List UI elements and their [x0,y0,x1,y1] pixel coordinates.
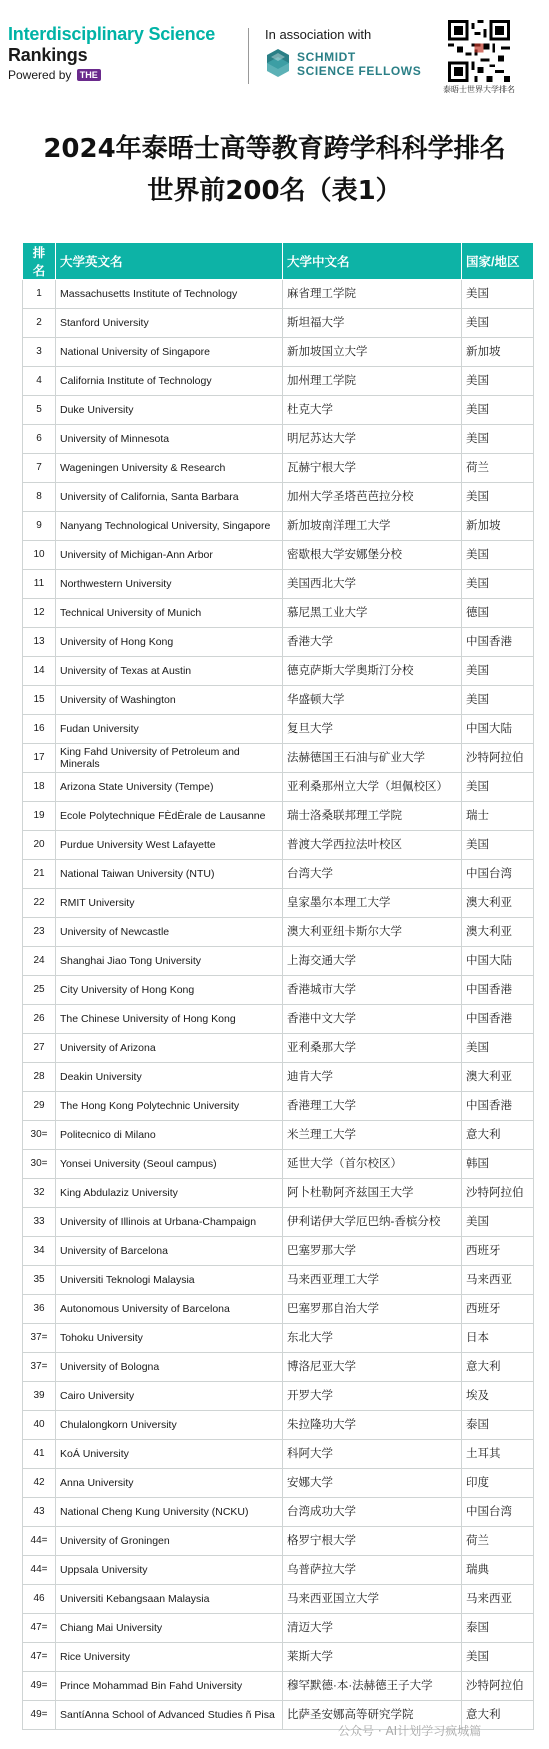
rank-cell: 49= [23,1701,56,1730]
english-name-cell: Massachusetts Institute of Technology [56,280,283,309]
rank-cell: 42 [23,1469,56,1498]
chinese-name-cell: 亚利桑那州立大学（坦佩校区） [283,773,462,802]
english-name-cell: Technical University of Munich [56,599,283,628]
english-name-cell: Stanford University [56,309,283,338]
rank-cell: 17 [23,744,56,773]
english-name-cell: National Cheng Kung University (NCKU) [56,1498,283,1527]
table-row [23,947,534,976]
country-cell: 瑞典 [462,1556,534,1585]
rank-cell: 11 [23,570,56,599]
country-cell: 意大利 [462,1121,534,1150]
rank-cell: 3 [23,338,56,367]
schmidt-logo-icon [265,48,291,78]
chinese-name-cell: 清迈大学 [283,1614,462,1643]
country-cell: 意大利 [462,1353,534,1382]
english-name-cell: University of Washington [56,686,283,715]
english-name-cell: University of Texas at Austin [56,657,283,686]
country-cell: 荷兰 [462,454,534,483]
english-name-cell: Yonsei University (Seoul campus) [56,1150,283,1179]
table-row [23,715,534,744]
rank-cell: 25 [23,976,56,1005]
chinese-name-cell: 香港中文大学 [283,1005,462,1034]
table-row [23,1614,534,1643]
table-row [23,454,534,483]
rank-cell: 18 [23,773,56,802]
chinese-name-cell: 杜克大学 [283,396,462,425]
country-cell: 中国香港 [462,1005,534,1034]
country-cell: 澳大利亚 [462,918,534,947]
rank-cell: 35 [23,1266,56,1295]
rank-cell: 44= [23,1556,56,1585]
english-name-cell: SantíAnna School of Advanced Studies ñ Pisa [56,1701,283,1730]
table-row [23,1179,534,1208]
english-name-cell: Nanyang Technological University, Singapore [56,512,283,541]
english-name-cell: University of Michigan-Ann Arbor [56,541,283,570]
country-cell: 澳大利亚 [462,1063,534,1092]
rank-cell: 28 [23,1063,56,1092]
english-name-cell: University of Newcastle [56,918,283,947]
english-name-cell: Cairo University [56,1382,283,1411]
table-row [23,1556,534,1585]
english-name-cell: University of Hong Kong [56,628,283,657]
country-cell: 日本 [462,1324,534,1353]
country-cell: 荷兰 [462,1527,534,1556]
english-name-cell: Ecole Polytechnique FÈdÈrale de Lausanne [56,802,283,831]
chinese-name-cell: 亚利桑那大学 [283,1034,462,1063]
table-row [23,1643,534,1672]
watermark: 公众号 · AI计划学习疯城篇 [338,1724,482,1738]
english-name-cell: King Fahd University of Petroleum and Minerals [56,744,283,773]
chinese-name-cell: 麻省理工学院 [283,280,462,309]
chinese-name-cell: 开罗大学 [283,1382,462,1411]
table-row [23,425,534,454]
brand-title [8,24,215,66]
rank-cell: 37= [23,1353,56,1382]
country-cell: 澳大利亚 [462,889,534,918]
country-cell: 韩国 [462,1150,534,1179]
rank-cell: 34 [23,1237,56,1266]
english-name-cell: University of Barcelona [56,1237,283,1266]
rank-cell: 24 [23,947,56,976]
english-name-cell: The Hong Kong Polytechnic University [56,1092,283,1121]
chinese-name-cell: 巴塞罗那自治大学 [283,1295,462,1324]
chinese-name-cell: 巴塞罗那大学 [283,1237,462,1266]
country-cell: 美国 [462,686,534,715]
english-name-cell: University of Bologna [56,1353,283,1382]
rank-cell: 7 [23,454,56,483]
rank-cell: 1 [23,280,56,309]
english-name-cell: Universiti Kebangsaan Malaysia [56,1585,283,1614]
country-cell: 德国 [462,599,534,628]
table-row [23,1005,534,1034]
rank-cell: 20 [23,831,56,860]
country-cell: 美国 [462,483,534,512]
rank-cell: 23 [23,918,56,947]
rank-cell: 21 [23,860,56,889]
title-line2: 世界前200名（表1） [147,176,402,206]
country-cell: 马来西亚 [462,1266,534,1295]
country-cell: 中国香港 [462,628,534,657]
table-row [23,744,534,773]
table-row [23,367,534,396]
rank-cell: 30= [23,1121,56,1150]
table-row [23,570,534,599]
rank-cell: 33 [23,1208,56,1237]
rank-cell: 27 [23,1034,56,1063]
english-name-cell: Deakin University [56,1063,283,1092]
rank-cell: 4 [23,367,56,396]
country-cell: 美国 [462,396,534,425]
rank-cell: 32 [23,1179,56,1208]
english-name-cell: University of Groningen [56,1527,283,1556]
country-cell: 美国 [462,367,534,396]
partner-name [297,50,421,78]
english-name-cell: Duke University [56,396,283,425]
english-name-cell: Chulalongkorn University [56,1411,283,1440]
table-row [23,1353,534,1382]
rank-cell: 26 [23,1005,56,1034]
table-row [23,1237,534,1266]
chinese-name-cell: 新加坡国立大学 [283,338,462,367]
english-name-cell: University of Illinois at Urbana-Champaign [56,1208,283,1237]
chinese-name-cell: 香港城市大学 [283,976,462,1005]
chinese-name-cell: 乌普萨拉大学 [283,1556,462,1585]
table-row [23,1382,534,1411]
chinese-name-cell: 明尼苏达大学 [283,425,462,454]
chinese-name-cell: 加州理工学院 [283,367,462,396]
english-name-cell: California Institute of Technology [56,367,283,396]
english-name-cell: Shanghai Jiao Tong University [56,947,283,976]
chinese-name-cell: 香港理工大学 [283,1092,462,1121]
english-name-cell: Universiti Teknologi Malaysia [56,1266,283,1295]
col-header-chinese-name: 大学中文名 [283,243,462,280]
country-cell: 意大利 [462,1701,534,1730]
table-row [23,1324,534,1353]
rank-cell: 44= [23,1527,56,1556]
rank-cell: 37= [23,1324,56,1353]
header [0,0,549,100]
table-body [23,280,534,1730]
chinese-name-cell: 香港大学 [283,628,462,657]
table-row [23,860,534,889]
country-cell: 中国香港 [462,1092,534,1121]
chinese-name-cell: 新加坡南洋理工大学 [283,512,462,541]
country-cell: 中国大陆 [462,947,534,976]
col-header-english-name: 大学英文名 [56,243,283,280]
rank-cell: 49= [23,1672,56,1701]
chinese-name-cell: 米兰理工大学 [283,1121,462,1150]
english-name-cell: Rice University [56,1643,283,1672]
chinese-name-cell: 阿卜杜勒阿齐兹国王大学 [283,1179,462,1208]
english-name-cell: Anna University [56,1469,283,1498]
table-row [23,1585,534,1614]
table-row [23,1092,534,1121]
table-row [23,1121,534,1150]
header-divider [248,28,249,84]
rank-cell: 39 [23,1382,56,1411]
country-cell: 马来西亚 [462,1585,534,1614]
table-row [23,802,534,831]
association-text: In association with [265,27,372,42]
rank-cell: 16 [23,715,56,744]
chinese-name-cell: 马来西亚理工大学 [283,1266,462,1295]
table-row [23,773,534,802]
table-row [23,1527,534,1556]
country-cell: 美国 [462,309,534,338]
chinese-name-cell: 迪肯大学 [283,1063,462,1092]
english-name-cell: University of Minnesota [56,425,283,454]
chinese-name-cell: 慕尼黑工业大学 [283,599,462,628]
rank-cell: 36 [23,1295,56,1324]
chinese-name-cell: 安娜大学 [283,1469,462,1498]
english-name-cell: Politecnico di Milano [56,1121,283,1150]
chinese-name-cell: 东北大学 [283,1324,462,1353]
table-row [23,918,534,947]
chinese-name-cell: 华盛顿大学 [283,686,462,715]
country-cell: 沙特阿拉伯 [462,1179,534,1208]
rank-cell: 22 [23,889,56,918]
table-row [23,541,534,570]
brand-line1: Interdisciplinary Science [8,24,216,44]
english-name-cell: Arizona State University (Tempe) [56,773,283,802]
table-row [23,599,534,628]
english-name-cell: University of Arizona [56,1034,283,1063]
powered-by-text: Powered by [8,68,72,82]
country-cell: 美国 [462,570,534,599]
chinese-name-cell: 德克萨斯大学奥斯汀分校 [283,657,462,686]
country-cell: 中国台湾 [462,1498,534,1527]
country-cell: 泰国 [462,1411,534,1440]
table-row [23,976,534,1005]
chinese-name-cell: 皇家墨尔本理工大学 [283,889,462,918]
chinese-name-cell: 博洛尼亚大学 [283,1353,462,1382]
rank-cell: 13 [23,628,56,657]
chinese-name-cell: 斯坦福大学 [283,309,462,338]
rank-cell: 46 [23,1585,56,1614]
rank-cell: 30= [23,1150,56,1179]
powered-by [8,68,101,82]
table-row [23,1208,534,1237]
table-row [23,1672,534,1701]
chinese-name-cell: 格罗宁根大学 [283,1527,462,1556]
rank-cell: 14 [23,657,56,686]
english-name-cell: RMIT University [56,889,283,918]
brand-line2: Rankings [8,45,88,65]
rank-cell: 6 [23,425,56,454]
table-row [23,1498,534,1527]
chinese-name-cell: 美国西北大学 [283,570,462,599]
rank-cell: 5 [23,396,56,425]
chinese-name-cell: 复旦大学 [283,715,462,744]
chinese-name-cell: 普渡大学西拉法叶校区 [283,831,462,860]
chinese-name-cell: 瓦赫宁根大学 [283,454,462,483]
table-row [23,338,534,367]
table-row [23,1266,534,1295]
english-name-cell: The Chinese University of Hong Kong [56,1005,283,1034]
country-cell: 沙特阿拉伯 [462,744,534,773]
english-name-cell: King Abdulaziz University [56,1179,283,1208]
rank-cell: 15 [23,686,56,715]
table-row [23,280,534,309]
country-cell: 美国 [462,1034,534,1063]
chinese-name-cell: 澳大利亚纽卡斯尔大学 [283,918,462,947]
country-cell: 新加坡 [462,512,534,541]
english-name-cell: National University of Singapore [56,338,283,367]
table-row [23,1034,534,1063]
english-name-cell: Fudan University [56,715,283,744]
country-cell: 沙特阿拉伯 [462,1672,534,1701]
chinese-name-cell: 莱斯大学 [283,1643,462,1672]
english-name-cell: University of California, Santa Barbara [56,483,283,512]
english-name-cell: National Taiwan University (NTU) [56,860,283,889]
table-row [23,1150,534,1179]
rank-cell: 19 [23,802,56,831]
country-cell: 泰国 [462,1614,534,1643]
country-cell: 西班牙 [462,1237,534,1266]
country-cell: 美国 [462,1208,534,1237]
partner-line2: SCIENCE FELLOWS [297,64,422,78]
chinese-name-cell: 延世大学（首尔校区） [283,1150,462,1179]
table-row [23,1411,534,1440]
rank-cell: 47= [23,1643,56,1672]
rank-cell: 12 [23,599,56,628]
english-name-cell: Autonomous University of Barcelona [56,1295,283,1324]
chinese-name-cell: 科阿大学 [283,1440,462,1469]
table-row [23,1063,534,1092]
english-name-cell: KoÁ University [56,1440,283,1469]
country-cell: 印度 [462,1469,534,1498]
country-cell: 埃及 [462,1382,534,1411]
table-row [23,512,534,541]
table-row [23,396,534,425]
country-cell: 中国台湾 [462,860,534,889]
english-name-cell: Chiang Mai University [56,1614,283,1643]
chinese-name-cell: 法赫德国王石油与矿业大学 [283,744,462,773]
table-row [23,831,534,860]
table-row [23,657,534,686]
english-name-cell: Northwestern University [56,570,283,599]
the-logo-icon: THE [77,69,101,81]
table-row [23,1295,534,1324]
rank-cell: 29 [23,1092,56,1121]
country-cell: 新加坡 [462,338,534,367]
ranking-table [22,242,534,1730]
country-cell: 美国 [462,280,534,309]
country-cell: 土耳其 [462,1440,534,1469]
qr-code-icon [448,20,510,82]
rank-cell: 10 [23,541,56,570]
country-cell: 美国 [462,831,534,860]
table-row [23,483,534,512]
country-cell: 瑞士 [462,802,534,831]
rank-cell: 40 [23,1411,56,1440]
table-row [23,309,534,338]
table-row [23,889,534,918]
english-name-cell: Prince Mohammad Bin Fahd University [56,1672,283,1701]
country-cell: 美国 [462,1643,534,1672]
rank-cell: 47= [23,1614,56,1643]
table-row [23,628,534,657]
chinese-name-cell: 瑞士洛桑联邦理工学院 [283,802,462,831]
rank-cell: 9 [23,512,56,541]
country-cell: 美国 [462,425,534,454]
chinese-name-cell: 伊利诺伊大学厄巴纳-香槟分校 [283,1208,462,1237]
country-cell: 美国 [462,541,534,570]
english-name-cell: City University of Hong Kong [56,976,283,1005]
col-header-rank: 排名 [23,243,56,280]
title-line1: 2024年泰晤士高等教育跨学科科学排名 [43,134,506,164]
chinese-name-cell: 比萨圣安娜高等研究学院 [283,1701,462,1730]
rank-cell: 41 [23,1440,56,1469]
country-cell: 美国 [462,657,534,686]
country-cell: 中国香港 [462,976,534,1005]
country-cell: 西班牙 [462,1295,534,1324]
chinese-name-cell: 上海交通大学 [283,947,462,976]
table-row [23,1440,534,1469]
chinese-name-cell: 朱拉隆功大学 [283,1411,462,1440]
chinese-name-cell: 台湾大学 [283,860,462,889]
chinese-name-cell: 马来西亚国立大学 [283,1585,462,1614]
country-cell: 中国大陆 [462,715,534,744]
chinese-name-cell: 台湾成功大学 [283,1498,462,1527]
partner-line1: SCHMIDT [297,50,356,64]
country-cell: 美国 [462,773,534,802]
rank-cell: 43 [23,1498,56,1527]
chinese-name-cell: 密歇根大学安娜堡分校 [283,541,462,570]
english-name-cell: Wageningen University & Research [56,454,283,483]
table-header-row [23,243,534,280]
rank-cell: 8 [23,483,56,512]
english-name-cell: Tohoku University [56,1324,283,1353]
english-name-cell: Purdue University West Lafayette [56,831,283,860]
page-title [0,128,549,212]
qr-caption: 泰晤士世界大学排名 [443,85,515,94]
chinese-name-cell: 穆罕默德·本·法赫德王子大学 [283,1672,462,1701]
english-name-cell: Uppsala University [56,1556,283,1585]
chinese-name-cell: 加州大学圣塔芭芭拉分校 [283,483,462,512]
col-header-country: 国家/地区 [462,243,534,280]
table-row [23,686,534,715]
rank-cell: 2 [23,309,56,338]
table-row [23,1469,534,1498]
